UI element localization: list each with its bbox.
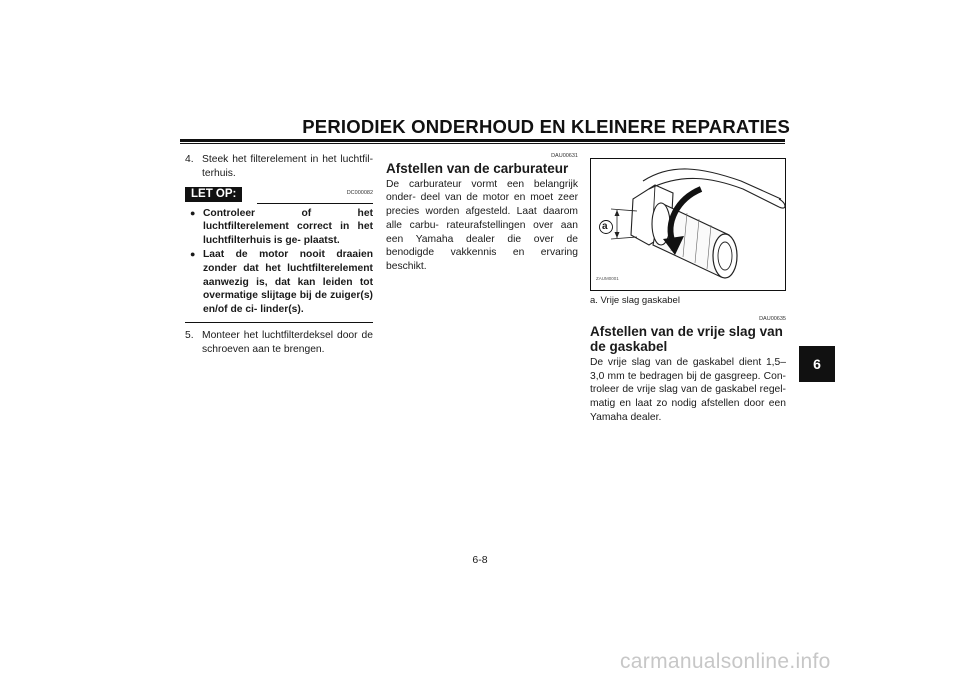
step-number: 5. (185, 329, 194, 341)
step-5 (185, 329, 373, 357)
header-rule-thin (180, 143, 785, 144)
section-heading: Afstellen van de vrije slag van de gaskabel (590, 323, 783, 355)
warning-code: DC000082 (346, 189, 373, 196)
header-rule-thick (180, 139, 785, 142)
section-code: DAU00631 (551, 153, 578, 159)
warning-bullet-1 (190, 207, 373, 248)
step-number: 4. (185, 154, 194, 165)
bullet-text: Controleer of het luchtfilterelement correct in het luchtfilterhuis is ge- plaatst. (203, 207, 373, 247)
step-text: Steek het filterelement in het luchtfil- terhuis. (202, 154, 373, 179)
warning-header-rule (257, 203, 373, 204)
section-body: De carburateur vormt een belangrijk onder- deel van de motor en moet zeer precies worden afgesteld. Laat daarom alle carbu- rateurafstellingen over aan een Yamaha dealer die over de benodigde vakkennis en ervaring beschikt. (386, 178, 578, 273)
step-4 (185, 153, 373, 181)
bullet-text: Laat de motor nooit draaien zonder dat het luchtfilterelement aanwezig is, dat kan leiden tot overmatige slijtage bij de zuiger(s) en/of de ci- linder(s). (203, 248, 373, 316)
section-body: De vrije slag van de gaskabel dient 1,5– 3,0 mm te bedragen bij de gasgreep. Con- troleer de vrije slag van de gaskabel regel- matig en laat zo nodig afstellen door een Yamaha dealer. (590, 356, 786, 423)
throttle-grip-figure (590, 158, 786, 291)
warning-label: LET OP: (185, 187, 242, 202)
bullet-dot-icon: ● (190, 248, 196, 259)
column-middle (386, 153, 578, 274)
warning-header (185, 187, 373, 207)
bullet-dot-icon: ● (190, 207, 196, 218)
figure-caption: a. Vrije slag gaskabel (590, 295, 680, 306)
page-number: 6-8 (472, 554, 488, 566)
warning-bullet-2 (190, 248, 373, 317)
throttle-grip-illustration (591, 159, 787, 292)
figure-callout-label: a (602, 221, 608, 232)
page-title: PERIODIEK ONDERHOUD EN KLEINERE REPARATIES (302, 116, 790, 137)
section-code: DAU00635 (759, 315, 786, 322)
figure-code: ZAUM0001 (596, 276, 619, 282)
watermark: carmanualsonline.info (620, 650, 831, 673)
section-heading: Afstellen van de carburateur (386, 161, 569, 176)
warning-end-rule (185, 322, 373, 323)
step-text: Monteer het luchtfilterdeksel door de schroeven aan te brengen. (202, 329, 373, 355)
column-right (590, 153, 786, 425)
column-left (185, 153, 373, 357)
chapter-tab[interactable]: 6 (799, 346, 835, 382)
